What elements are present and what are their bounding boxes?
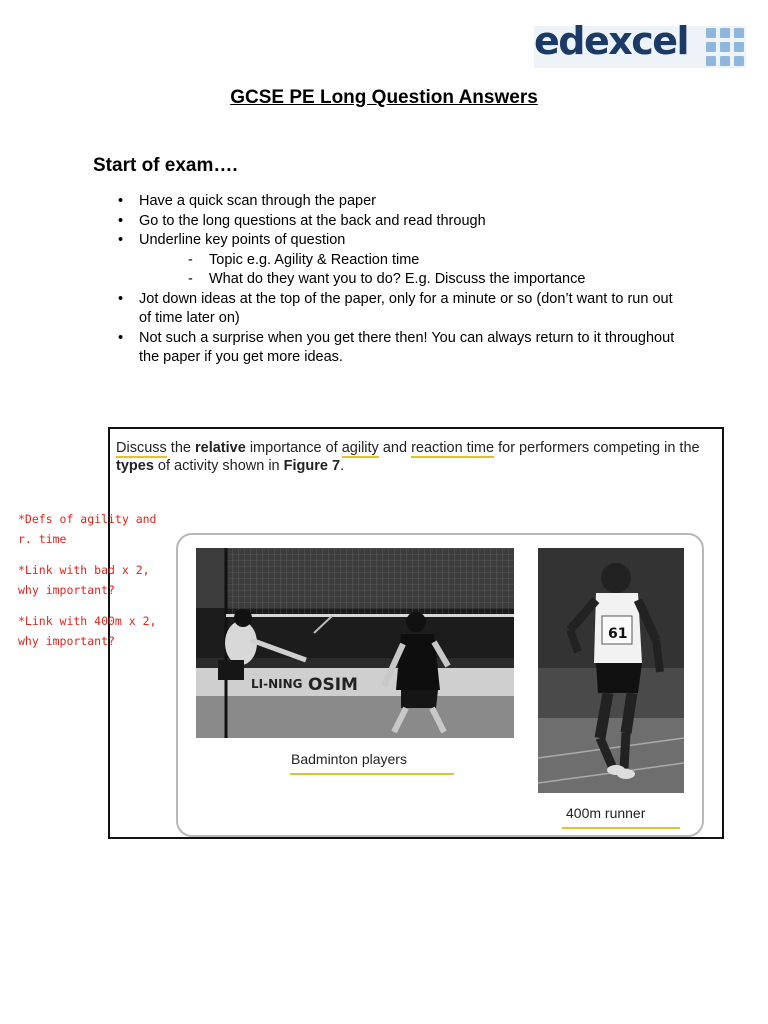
bullet-icon: • bbox=[118, 290, 124, 307]
question-word: the bbox=[170, 440, 191, 456]
bullet-icon: • bbox=[118, 193, 124, 209]
question-word: for performers competing in the bbox=[498, 440, 700, 456]
caption-underline bbox=[290, 773, 454, 775]
question-keyword-agility: agility bbox=[341, 440, 379, 456]
bullet-icon: • bbox=[118, 232, 124, 248]
sub-list-item bbox=[118, 251, 678, 271]
question-word: importance of bbox=[249, 440, 338, 456]
sub-list-item-text: What do they want you to do? E.g. Discuss the importance bbox=[209, 271, 586, 287]
sub-list-item bbox=[118, 270, 678, 290]
annotation-definitions: *Defs of agility and r. time bbox=[18, 512, 157, 546]
list-item-text: Have a quick scan through the paper bbox=[139, 193, 376, 209]
exam-question-box bbox=[108, 427, 724, 839]
section-heading: Start of exam…. bbox=[93, 155, 238, 176]
bullet-icon: • bbox=[118, 329, 124, 346]
annotation-400m-link: *Link with 400m x 2, why important? bbox=[18, 614, 157, 648]
badminton-caption: Badminton players bbox=[291, 751, 407, 767]
runner-photo bbox=[538, 548, 684, 793]
badminton-photo bbox=[196, 548, 514, 738]
runner-caption: 400m runner bbox=[566, 805, 646, 821]
question-keyword-reaction-time: reaction time bbox=[411, 440, 495, 456]
tips-list bbox=[118, 192, 678, 368]
banner-sponsor-text: OSIM bbox=[308, 675, 358, 695]
question-word: and bbox=[382, 440, 408, 456]
list-item bbox=[118, 192, 678, 212]
question-keyword: types bbox=[116, 458, 154, 474]
list-item-text: Underline key points of question bbox=[139, 232, 346, 248]
list-item bbox=[118, 231, 678, 251]
question-text bbox=[116, 439, 716, 475]
figure-panel bbox=[176, 533, 704, 837]
question-word: of activity shown in bbox=[157, 458, 280, 474]
question-figure-ref: Figure 7 bbox=[283, 458, 341, 474]
bullet-icon: • bbox=[118, 212, 124, 229]
caption-underline bbox=[562, 827, 680, 829]
runner-bib-number: 61 bbox=[608, 626, 628, 642]
list-item-text: Jot down ideas at the top of the paper, only for a minute or so (don’t want to run out of time later on) bbox=[139, 290, 673, 326]
question-word: Discuss bbox=[116, 440, 167, 456]
list-item-text: Not such a surprise when you get there then! You can always return to it throughout the paper if you get more ideas. bbox=[139, 329, 675, 365]
question-word: . bbox=[340, 458, 345, 474]
logo-text: edexcel bbox=[534, 19, 689, 63]
question-keyword: relative bbox=[195, 440, 246, 456]
edexcel-logo bbox=[534, 19, 746, 68]
list-item bbox=[118, 329, 678, 368]
dash-icon: - bbox=[188, 251, 193, 268]
banner-brand-text: LI-NING bbox=[251, 677, 303, 691]
list-item-text: Go to the long questions at the back and read through bbox=[139, 212, 486, 229]
list-item bbox=[118, 212, 678, 232]
page-title: GCSE PE Long Question Answers bbox=[230, 87, 538, 108]
list-item bbox=[118, 290, 678, 329]
annotation-badminton-link: *Link with bad x 2, why important? bbox=[18, 563, 150, 597]
logo-dots-icon bbox=[706, 28, 746, 66]
dash-icon: - bbox=[188, 271, 193, 287]
sub-list-item-text: Topic e.g. Agility & Reaction time bbox=[209, 251, 420, 268]
